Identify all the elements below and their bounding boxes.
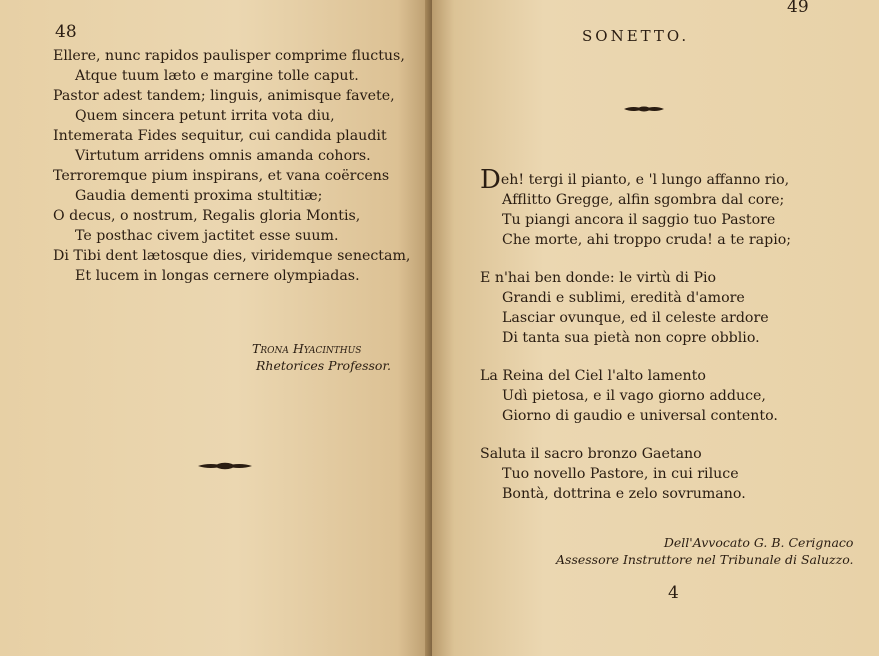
verse-line: Pastor adest tandem; linguis, animisque favete,	[53, 88, 395, 104]
verse-line: Et lucem in longas cernere olympiadas.	[75, 268, 360, 284]
sonnet-signature	[556, 534, 853, 568]
verse-line: Te posthac civem jactitet esse suum.	[75, 228, 339, 244]
stanza	[480, 366, 791, 426]
drop-cap: D	[480, 165, 501, 195]
sonnet-title: SONETTO.	[582, 27, 690, 45]
left-page	[0, 0, 432, 656]
verse-line: Virtutum arridens omnis amanda cohors.	[75, 148, 371, 164]
sonnet-line: Di tanta sua pietà non copre obblio.	[502, 330, 760, 346]
sonnet-line: Lasciar ovunque, ed il celeste ardore	[502, 310, 769, 326]
verse-line: O decus, o nostrum, Regalis gloria Montis,	[53, 208, 361, 224]
sonnet-line	[480, 165, 791, 195]
verse-line: Intemerata Fides sequitur, cui candida plaudit	[53, 128, 387, 144]
page-number-right: 49	[787, 0, 809, 17]
sonnet-line: Giorno di gaudio e universal contento.	[502, 408, 778, 424]
sonnet-line: Grandi e sublimi, eredità d'amore	[502, 290, 745, 306]
author-line: Dell'Avvocato G. B. Cerignaco	[663, 535, 854, 550]
sonnet-line: Che morte, ahi troppo cruda! a te rapio;	[502, 232, 792, 248]
verse-line: Terroremque pium inspirans, et vana coërcens	[53, 168, 390, 184]
sonnet-text	[480, 165, 792, 504]
signature-title: Rhetorices Professor.	[256, 358, 392, 373]
sonnet-line: Tuo novello Pastore, in cui riluce	[502, 466, 739, 482]
sonnet-line: Afflitto Gregge, alfin sgombra dal core;	[502, 192, 785, 208]
sonnet-line: Saluta il sacro bronzo Gaetano	[480, 446, 702, 462]
ornament-divider-left	[196, 460, 254, 472]
sonnet-line: E n'hai ben donde: le virtù di Pio	[480, 270, 717, 286]
poem-signature	[252, 340, 391, 374]
sonnet-line: Tu piangi ancora il saggio tuo Pastore	[502, 212, 776, 228]
ornament-divider-right	[622, 104, 666, 114]
stanza	[480, 165, 792, 250]
sonnet-line: La Reina del Ciel l'alto lamento	[480, 368, 706, 384]
signature-mark: 4	[668, 583, 679, 603]
author-role-line: Assessore Instruttore nel Tribunale di Saluzzo.	[556, 552, 854, 567]
sonnet-line: Bontà, dottrina e zelo sovrumano.	[502, 486, 746, 502]
right-page	[432, 0, 879, 656]
sonnet-line-text: eh! tergi il pianto, e 'l lungo affanno rio,	[500, 172, 790, 188]
verse-line: Quem sincera petunt irrita vota diu,	[75, 108, 335, 124]
signature-name: Trona Hyacinthus	[252, 341, 362, 356]
page-number-left: 48	[55, 22, 77, 42]
verse-line: Gaudia dementi proxima stultitiæ;	[75, 188, 323, 204]
verse-line: Di Tibi dent lætosque dies, viridemque senectam,	[53, 248, 411, 264]
stanza	[480, 268, 791, 348]
sonnet-line: Udì pietosa, e il vago giorno adduce,	[502, 388, 766, 404]
verse-line: Ellere, nunc rapidos paulisper comprime fluctus,	[53, 48, 405, 64]
stanza	[480, 444, 791, 504]
latin-poem	[53, 46, 410, 286]
verse-line: Atque tuum læto e margine tolle caput.	[75, 68, 359, 84]
